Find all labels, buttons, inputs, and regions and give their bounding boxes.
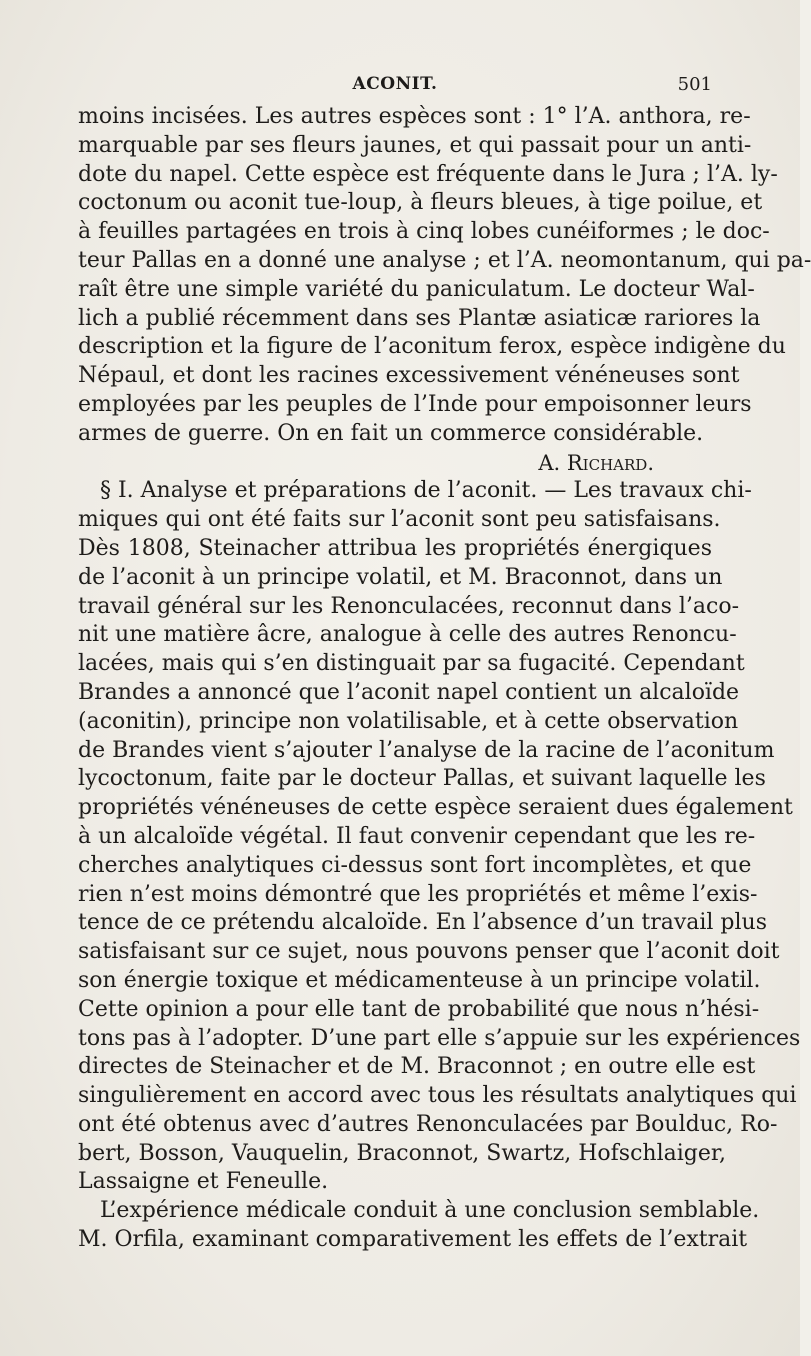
text-line: bert, Bosson, Vauquelin, Braconnot, Swartz, Hofschlaiger, xyxy=(78,1140,726,1166)
author-signature: A. Richard. xyxy=(538,450,654,475)
text-line: nit une matière âcre, analogue à celle des autres Renoncu- xyxy=(78,622,737,648)
section-heading-line: § I. Analyse et préparations de l’aconit. — Les travaux chi- xyxy=(100,478,752,504)
text-line: singulièrement en accord avec tous les résultats analytiques qui xyxy=(78,1083,797,1109)
text-line: de l’aconit à un principe volatil, et M. Braconnot, dans un xyxy=(78,564,723,590)
text-line: moins incisées. Les autres espèces sont : 1° l’A. anthora, re- xyxy=(78,104,751,129)
text-line: raît être une simple variété du paniculatum. Le docteur Wal- xyxy=(78,276,755,302)
text-line: à feuilles partagées en trois à cinq lobes cunéiformes ; le doc- xyxy=(78,219,770,245)
body-text xyxy=(78,103,811,1255)
text-line: ont été obtenus avec d’autres Renonculacées par Boulduc, Ro- xyxy=(78,1111,778,1137)
text-line: marquable par ses fleurs jaunes, et qui passait pour un anti- xyxy=(78,132,752,158)
text-line: cherches analytiques ci-dessus sont fort incomplètes, et que xyxy=(78,852,752,878)
text-line: armes de guerre. On en fait un commerce considérable. xyxy=(78,420,704,446)
text-line: tons pas à l’adopter. D’une part elle s’appuie sur les expériences xyxy=(78,1025,801,1051)
running-title: ACONIT. xyxy=(352,74,438,94)
page-number: 501 xyxy=(677,74,712,95)
text-line: lycoctonum, faite par le docteur Pallas, et suivant laquelle les xyxy=(78,766,766,792)
text-line: coctonum ou aconit tue-loup, à fleurs bleues, à tige poilue, et xyxy=(78,190,763,216)
page-header xyxy=(78,74,712,100)
text-line: Lassaigne et Feneulle. xyxy=(78,1169,329,1195)
text-line: tence de ce prétendu alcaloïde. En l’absence d’un travail plus xyxy=(78,910,768,936)
text-line: satisfaisant sur ce sujet, nous pouvons penser que l’aconit doit xyxy=(78,939,780,965)
text-line: dote du napel. Cette espèce est fréquente dans le Jura ; l’A. ly- xyxy=(78,161,778,187)
text-line: directes de Steinacher et de M. Braconnot ; en outre elle est xyxy=(78,1054,756,1080)
text-line: teur Pallas en a donné une analyse ; et l’A. neomontanum, qui pa- xyxy=(78,247,811,273)
text-line: propriétés vénéneuses de cette espèce seraient dues également xyxy=(78,795,793,821)
text-line: rien n’est moins démontré que les propriétés et même l’exis- xyxy=(78,881,758,907)
text-line: Népaul, et dont les racines excessivement vénéneuses sont xyxy=(78,363,740,389)
text-line: Cette opinion a pour elle tant de probabilité que nous n’hési- xyxy=(78,996,760,1022)
text-line: M. Orfila, examinant comparativement les effets de l’extrait xyxy=(78,1227,748,1253)
text-line: de Brandes vient s’ajouter l’analyse de la racine de l’aconitum xyxy=(78,737,775,763)
text-line: son énergie toxique et médicamenteuse à un principe volatil. xyxy=(78,967,761,993)
paragraph-start-line: L’expérience médicale conduit à une conclusion semblable. xyxy=(100,1198,760,1224)
text-line: (aconitin), principe non volatilisable, et à cette observation xyxy=(78,708,739,734)
text-line: travail général sur les Renonculacées, reconnut dans l’aco- xyxy=(78,593,740,619)
text-line: Brandes a annoncé que l’aconit napel contient un alcaloïde xyxy=(78,679,740,705)
text-line: employées par les peuples de l’Inde pour empoisonner leurs xyxy=(78,391,752,417)
text-line: miques qui ont été faits sur l’aconit sont peu satisfaisans. xyxy=(78,507,721,533)
text-line: lich a publié récemment dans ses Plantæ asiaticæ rariores la xyxy=(78,305,761,331)
text-line: lacées, mais qui s’en distinguait par sa fugacité. Cependant xyxy=(78,651,745,677)
text-line: à un alcaloïde végétal. Il faut convenir cependant que les re- xyxy=(78,823,756,849)
text-line: description et la figure de l’aconitum ferox, espèce indigène du xyxy=(78,334,786,360)
text-line: Dès 1808, Steinacher attribua les propriétés énergiques xyxy=(78,535,712,561)
